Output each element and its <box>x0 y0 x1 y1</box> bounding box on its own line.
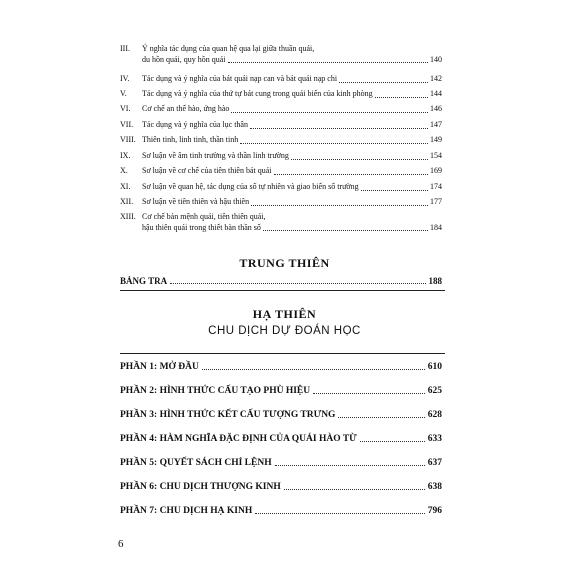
entry-title-continued: du hồn quái, quy hồn quái <box>142 54 226 64</box>
dot-leader <box>275 465 425 466</box>
entry-title: Cơ chế an thế hào, ứng hào <box>142 104 230 113</box>
dot-leader <box>274 174 428 175</box>
entry-page: 142 <box>430 74 442 83</box>
entry-page: 174 <box>430 182 442 191</box>
divider <box>120 353 445 354</box>
section-heading-ha-thien: HẠ THIÊN <box>252 307 317 321</box>
part-entry <box>120 434 442 444</box>
part-page: 633 <box>427 434 442 444</box>
toc-entry <box>120 212 442 233</box>
entry-number: IX. <box>120 151 131 160</box>
bang-tra-label: BẢNG TRA <box>120 276 168 286</box>
entry-number: XII. <box>120 197 134 206</box>
part-page: 628 <box>427 410 442 420</box>
dot-leader <box>170 283 425 284</box>
entry-number: XI. <box>120 182 131 191</box>
dot-leader <box>255 513 425 514</box>
part-page: 638 <box>427 482 442 492</box>
part-label: PHẦN 5: QUYẾT SÁCH CHỈ LỆNH <box>120 458 272 468</box>
dot-leader <box>313 393 425 394</box>
part-page: 610 <box>427 362 442 372</box>
part-label: PHẦN 1: MỞ ĐẦU <box>120 362 199 372</box>
dot-leader <box>339 82 428 83</box>
entry-number: V. <box>120 89 127 98</box>
entry-title: Sơ luận về cơ chế của tiên thiên bát quái <box>142 166 272 175</box>
dot-leader <box>250 128 428 129</box>
entry-page: 147 <box>430 120 442 129</box>
entry-page: 177 <box>430 197 442 206</box>
dot-leader <box>360 441 425 442</box>
part-page: 637 <box>427 458 442 468</box>
part-entry <box>120 482 442 492</box>
dot-leader <box>228 62 428 63</box>
part-label: PHẦN 7: CHU DỊCH HẠ KINH <box>120 506 253 516</box>
dot-leader <box>263 230 428 231</box>
part-label: PHẦN 6: CHU DỊCH THƯỢNG KINH <box>120 482 281 492</box>
entry-number: X. <box>120 166 128 175</box>
entry-number: VIII. <box>120 135 136 144</box>
entry-page: 144 <box>430 89 442 98</box>
entry-page: 184 <box>430 222 442 232</box>
divider <box>120 290 445 291</box>
toc-entry <box>120 151 442 162</box>
entry-title: Cơ chế bản mệnh quái, tiên thiên quái, <box>142 212 266 221</box>
toc-entry <box>120 89 442 100</box>
toc-entry <box>120 166 442 177</box>
page-number: 6 <box>118 538 124 550</box>
bang-tra-entry <box>120 276 442 286</box>
entry-title: Tác dụng và ý nghĩa của lục thân <box>142 120 248 129</box>
dot-leader <box>231 112 428 113</box>
toc-entry <box>120 135 442 146</box>
toc-entry <box>120 74 442 85</box>
toc-entry <box>120 197 442 208</box>
entry-title: Sơ luận về tiên thiên và hậu thiên <box>142 197 250 206</box>
section-subheading: CHU DỊCH DỰ ĐOÁN HỌC <box>208 325 361 337</box>
entry-title: Tác dụng và ý nghĩa của bát quái nạp can và bát quái nạp chi <box>142 74 338 83</box>
entry-title: Ý nghĩa tác dụng của quan hệ qua lại giữa thuần quái, <box>142 44 315 53</box>
entry-title: Sơ luận về âm tinh trường và thần linh trường <box>142 151 289 160</box>
entry-number: VI. <box>120 104 131 113</box>
dot-leader <box>284 489 425 490</box>
toc-entry <box>120 120 442 131</box>
entry-number: III. <box>120 44 130 53</box>
toc-entry <box>120 182 442 193</box>
part-page: 625 <box>427 386 442 396</box>
toc-entry <box>120 104 442 115</box>
entry-number: XIII. <box>120 212 136 221</box>
entry-page: 169 <box>430 166 442 175</box>
bang-tra-page: 188 <box>428 276 442 286</box>
entry-page: 154 <box>430 151 442 160</box>
dot-leader <box>240 143 428 144</box>
entry-number: VII. <box>120 120 134 129</box>
part-label: PHẦN 4: HÀM NGHĨA ĐẶC ĐỊNH CỦA QUÁI HÀO TỪ <box>120 434 357 444</box>
part-entry <box>120 506 442 516</box>
entry-title-continued: hậu thiên quái trong thiết bàn thần số <box>142 222 261 232</box>
entry-page: 140 <box>430 54 442 64</box>
entry-page: 146 <box>430 104 442 113</box>
dot-leader <box>375 97 428 98</box>
part-entry <box>120 362 442 372</box>
dot-leader <box>251 205 428 206</box>
dot-leader <box>291 159 428 160</box>
part-entry <box>120 458 442 468</box>
entry-number: IV. <box>120 74 130 83</box>
entry-title: Sơ luận về quan hệ, tác dụng của số tự nhiên và giao biến số trường <box>142 182 359 191</box>
part-entry <box>120 410 442 420</box>
part-label: PHẦN 2: HÌNH THỨC CẤU TẠO PHÙ HIỆU <box>120 386 311 396</box>
dot-leader <box>202 369 425 370</box>
part-page: 796 <box>427 506 442 516</box>
part-entry <box>120 386 442 396</box>
part-label: PHẦN 3: HÌNH THỨC KẾT CẤU TƯỢNG TRƯNG <box>120 410 336 420</box>
toc-entry <box>120 44 442 65</box>
section-heading-trung-thien: TRUNG THIÊN <box>239 256 330 270</box>
entry-title: Tác dụng và ý nghĩa của thứ tự bát cung trong quái biến của kinh phòng <box>142 89 373 98</box>
dot-leader <box>338 417 424 418</box>
dot-leader <box>361 190 428 191</box>
entry-title: Thiên tinh, linh tinh, thần tinh <box>142 135 239 144</box>
entry-page: 149 <box>430 135 442 144</box>
